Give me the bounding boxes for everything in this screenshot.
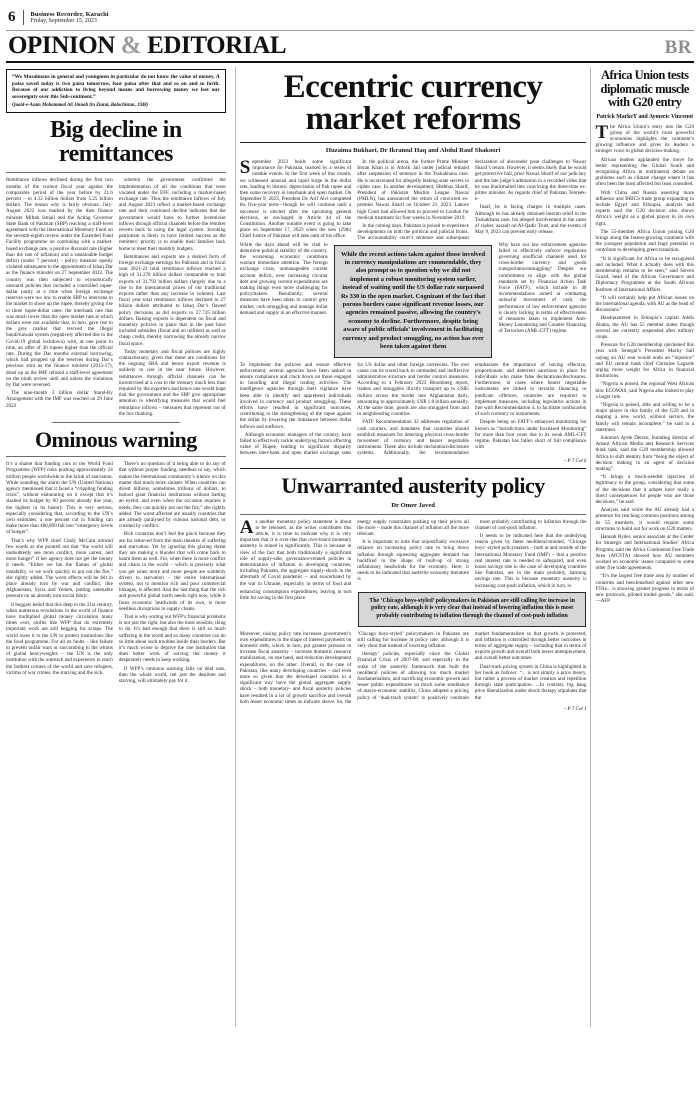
paragraph: Remittances and exports are a desired form of foreign exchange earnings for Pakistan and in fiscal year 2021-22 total remittance inflows reached a high of 31.278 billion dollars comparable to total exports of 31.792 billion dollars (largely due to a rise in the international prices of our traditional exports rather than any increase in volume). Last fiscal year total remittance inflows declined to 27 billion dollars attributed to Ishaq Dar’s flawed policy decisions as did exports to 27.735 billion dollars. Raising exports is dependent on fiscal and monetary policies in place that in the past have included subsidies (fiscal and on utilities) as well as cheap credit, thereby narrowing the already narrow fiscal space. [118, 253, 226, 347]
paragraph: The nine-month 3 billion dollar Stand-By Arrangement with the IMF was reached on 29 June 2023 [6, 390, 113, 409]
paragraph: While the days ahead will be vital to determine political stability of the country, the worsening economic conditions warrant immediate attention. The foreign exchange crisis, unmanageable current account deficit, ever increasing circular debt and growing current expenditures are making things even more challenging for policymakers. Resultantly, several measures have been taken to control grey market, curb smuggling and manage dollar demand and supply in an effective manner. [239, 241, 328, 316]
column-center [240, 67, 587, 1027]
headline-ominous: Ominous warning [34, 427, 197, 453]
byline-austerity: Dr Omer Javed [391, 501, 435, 509]
paragraph: It beggars belief that this deep in the 21st century, when numerous revolutions in the world of finance have multiplied global money circulation many times over, outfits like WFP that do extremely important work are still begging for scraps. The world owes it to the UN to protect institutions like the food programme. For all its faults – like failure to prevent unfair wars or succumbing to the whims of global heavyweights – the UN is the only institution with the outreach and experience to reach the farthest corners of the world and save refugees, victims of war crimes, the starving and the sick. [6, 601, 113, 676]
column-right [595, 67, 694, 1027]
section-title-ampersand: & [120, 32, 142, 59]
divider-under-headline-2 [6, 456, 226, 457]
paragraph: Despite being on FATF’s enhanced monitoring list known as “Jurisdictions under Increased Monitoring” for more than four years due to its weak AML-CFT regime, Pakistan has fallen short of full compliance with [474, 419, 587, 451]
paragraph: That’s why WFP chief Cindy McCain minced few words as she pointed out that “the world will undoubtedly see more conflict, more unrest, and more hunger” if her agency does not get the money it needs. “Either we fan the flames of global instability, or we work quickly to put out the fire,” she rightly added. The worst effects will be felt in place already torn by war and conflict, like Afghanistan, Syria and Yemen, putting untenable pressure on an already torn social fabric. [6, 537, 113, 600]
paragraph: There’s no question of it being able to do any of that without proper funding, needless to say, which makes the international community’s silence on this matter that much more sinister. When countries can divert billions, sometimes trillions of dollars, to bailout giant financial institutions without batting an eyelid, and even when the occasion requires it needs, they can quickly put out the fire,” she rightly added. The worst affected are usually countries that are already paralysed by ruinous national debt, or crushed by conflict. [118, 461, 226, 530]
publication-date: Friday, September 15, 2023 [30, 18, 97, 25]
article-austerity-bottom [240, 631, 587, 705]
paragraph: Moreover, raising policy rate increases government’s own expenditures in the shape of interest payments on domestic debt, which in turn, put greater pressure to increase fiscal austerity – increase domestic resource mobilization, on one hand, and reduction development expenditures, on the other. Overall, in the case of Pakistan, like many developing countries – and even more so given that the developed countries in a significant way have the global aggregate supply shock – both monetary- and fiscal austerity policies have resulted in a lot of growth sacrifice and overall both lesser economic times as indicate above. So, the ‘Chicago boys-styled’ policymakers in Pakistan are still calling for increase in policy rate, although it is very clear that instead of lowering inflation [239, 630, 469, 705]
paragraph: wherein the government confirmed the implementation of all the conditions that were violated under the EFF, including a market-based exchange rate. Thus the remittance inflows of July and August 2023 reflect a market-based exchange rate and their continued decline indicates that the government would have to further incentivise inflows through official channels before the remitter reverts back to using the legal system. Invoking patriotism is likely to have limited success as the remitters’ priority is to enable their families back home to meet their monthly budgets. [118, 177, 226, 252]
publication-name: Business Recorder, Karachi [30, 10, 109, 18]
section-title [8, 33, 286, 59]
byline-eccentric: Huzaima Bukhari, Dr Ikramul Haq and Abdul Rauf Shakoori [325, 147, 501, 154]
paragraph: Headquartered in Ethiopia’s capital Addis Ababa, the AU has 55 member states though several are currently suspended after military coups. [595, 315, 694, 340]
paragraph: Why have our law enforcement agencies failed to effectively enforce regulations governing unofficial channels used for cross-border currency and goods transportation/smuggling? Despite our commitment to align with the global standards set by Financial Action Task Force (FATF), which include in 40 recommendations aimed at combating unlawful movement of cash, the performance of law enforcement agencies is clearly lacking in terms of effectiveness of measures taken to implement Anti-Money Laundering and Counter Financing of Terrorism (AML-CFT) regime. [498, 241, 587, 335]
paragraph: In the coming days, Pakistan is poised to experience developments on both the political and judicial fronts. The accountability court’s sentence and subsequent declaration of absconder pose challenges to Nawaz Sharif’s return. However, it seems likely that he would get protective bail, prior Nawaz Sharif of our judiciary and the late judge’s admission in a recorded video that he was blackmailed into convicting the three-time ex-prime minister. As regards chief of Pakistan Tehreek-e- [357, 159, 587, 242]
paragraph: To implement the policies and ensure effective enforcement, several agencies have been tasked to ensure compliance and crack down on those engaged in hoarding and illegal trading activities. The intelligence agencies through their vigilance have been able to identify and apprehend individuals involved in currency and product smuggling. These efforts have resulted in significant outcomes, contributing to the strengthening of the rupee against the dollar by lowering the imbalance between dollar inflows and outflows. [239, 361, 352, 430]
pull-quote-austerity [358, 592, 587, 627]
paragraph: “It’s the largest free trade area by number of countries and benchmarked against other new FTAs... is showing greater progress in terms of new protocols, piloted traded goods,” she said.—AFP [595, 573, 694, 605]
paragraph: Today monetary and fiscal policies are highly contractionary, given that these are conditions for the ongoing SBA and hence export revenue is unlikely to rise in the near future. However, remittances through official channels can be incentivised at a cost to the treasury much less than required by the exporters and hence one would hope that the government and the SBP give appropriate attention to identifying measures that would fuel remittance inflows – measures that represent out of the box thinking. [118, 348, 226, 417]
paragraph: therapy’ policies, especially since the Global Financial Crisis of 2007-08, and especially in the wake of the austerity framework that built the neoliberal policies of allowing too much market fundamentalism, and sacrificing economic growth and lesser public expenditures on much some semblance of macro-economic stability, China adopted a pricing policy of ‘dual-track system’ to positively constrain market fundamentalism so that growth is protected, and inflation is controlled through better outcomes in terms of aggregate supply – including that in terms of exports growth and overall both lesser unemployment, and overall better outcomes. [357, 630, 587, 701]
paragraph: If WFP’s ominous warning falls on deaf ears, then the whole world, not just the destitute and starving, will ultimately pay for it. [118, 665, 226, 684]
paragraph: September 2023 holds some significant importance for Pakistan, marked by a series of notable events. In the first week of this month, we witnessed unusual and rapid surge in the dollar rate, leading to historic depreciation of Pak rupee and then some recovery in interbank and open market. On September 9, 2023, President Dr. Arif Alvi completed his five-year term—though he will continue until a successor is elected after the upcoming general elections, as envisaged in Article 44 of the Constitution. Another notable event is going to take place on September 17, 2023 when the new (29th) Chief Justice of Pakistan will take oath of his office. [239, 157, 352, 240]
pull-quote-text: While the recent actions taken against those involved in currency manipulations are commendable, they also prompt us to question why we did not implement a robust monitoring system earlier, instead of waiting until the US dollar rate surpassed Rs 330 in the open market. Cognizant of the fact that porous borders cause significant revenue losses, our agencies remained passive, allowing the country’s economy to decline. Furthermore, despite being aware of public officials’ involvement in facilitating currency and product smuggling, no action has ever been taken against them [340, 250, 486, 351]
paragraph: That is why sorting out WFP’s financial problems is not just the right, but also the most sensible, thing to do. It’s bad enough that there is still so much suffering in the world and so many countries can do so little about such troubles inside their borders. But it’s much worse to deprive the one institution that does better work of solving the money it desperately needs to keep working. [118, 613, 226, 664]
divider-short [52, 422, 179, 423]
br-logo: BR [664, 37, 692, 58]
paragraph: Dual-track pricing system in China is highlighted in her book as follows: “... is not simply a price theory, but rather a process of market creation and repetition through state participation. ...In contrast, big bang price liberalization under shock therapy stipulates that the [474, 663, 587, 701]
paragraph: Remittance inflows declined during the first two months of the current fiscal year against the comparable period of the year before by 21.6 percent – to 4.12 billion dollars from 5.25 billion dollars. The reason why is fairly obvious: July-August 2022 was marked by the then finance minister Miftah Ismail and the Acting Governor State Bank of Pakistan (SBP) reaching a staff-level agreement with the International Monetary Fund on the seventh-eighth review under the Extended Fund Facility programme on continuing with a market-based exchange rate, a positive discount rate (higher than the rate of inflation) and a sustainable budget deficit (under 7 percent) – policy measure openly violated subsequent to the appointment of Ishaq Dar as the finance minister on 27 September 2022. The country was then subjected to economically unsound policies that included a controlled rupee-dollar parity at a time when foreign exchange reserves were too low to enable SBP to intervene in the market to shore up the rupee, thereby giving rise to three rupee-dollar rates: the interbank rate that was much lower than the open market rate at which dollars were not available that, in turn, gave rise to the grey market that revived the illegal hundi/hawala system (negatively affected due to the Covid-19 global lockdown) with, at one point in time, an offer of 30 rupees higher than the official rate. During the Dar months external borrowing, which had propped up the reserves during Dar’s previous stint as the finance minister (2013-17), dried up as the IMF refused a staff-level agreement on the ninth review until and unless the violations by Dar were reversed. [6, 177, 113, 389]
headline-remittances: Big decline in remittances [50, 117, 182, 168]
paragraph: “It brings a much-needed injection of legitimacy to the group, considering that some of the decisions that it adopts have really a direct consequences for people who are those decisions,” he said. [595, 474, 694, 506]
paragraph: As another monetary policy statement is about to be released, as the writer contributes this article, it is time to indicate why it is very important that it is over-due that over-board monetary austerity is reined in significantly. This is because in view of the fact that both traditionally a significant role of supply-side, governance-related policies in determination of inflation in developing countries, including Pakistan, the aggregate supply-shock in the aftermath of Covid pandemic – and exacerbated by the war in Ukraine, especially in terms of food and energy supply constraints pushing up their prices all the more – made this channel of inflation all the more relevant. [239, 516, 469, 587]
article-eccentric-top [240, 147, 587, 242]
headline-eccentric: Eccentric currency market reforms [283, 69, 543, 137]
byline-africa: Patrick MarkeY and Aymeric Vincenot [596, 113, 694, 120]
divider-heavy [6, 61, 694, 63]
paragraph: In the political arena, the former Prime Minister Imran Khan is in Attock Jail under judicial remand after suspension of sentence in the Toshakhana case. He is incarcerated for allegedly leaking state secrets in cipher case. In another development, Shehbaz Sharif, President of Pakistan Muslim League Nawaz (PMLN), has announced the return of convicted ex-premier Nawaz Sharif on October 21, 2023. Lahore high Court had allowed him to proceed to London for medical treatment for four weeks in November 2019. [357, 159, 469, 221]
paragraph: “It will certainly help put African issues on the international agenda, with AU as the head of discussions.” [595, 294, 694, 314]
paragraph: Pressure for G20 membership quickened this year with Senegal’s President Macky Sall saying an AU seat would undo an “injustice” and EU central bank chief Christine Lagarde urging more weight for Africa in financial institutions. [595, 342, 694, 380]
divider-under-headline [6, 172, 226, 173]
headline-africa: Africa Union tests diplomatic muscle with G20 entry [600, 68, 689, 109]
paragraph: Rich countries don’t feel the pinch because they are far removed from the main theatres of suffering and starvation. Yet by ignoring this glaring threat they are making a blunder that will come back to haunt them as well. For, when there is more conflict and chaos in the world – which is precisely what you get when more and more people are suddenly driven to starvation – the entire international system, not to mention rich and poor commercial linkages, is affected. And the last thing that the rich and powerful global north needs right now, while it faces economic headwinds of its own, is more needless disruptions in supply chains. [118, 531, 226, 612]
paragraph: It’s a shame that funding cuts to the World Food Programme (WFP) risks pushing approximately 24 million people worldwide to the brink of starvation. While sounding the alarm the UN (United Nations) agency mentioned that it faced a “crippling funding crisis”, without elaborating on it except that it’s slashed its budget by 60 percent already this year, the highest in its history. This is very serious, especially considering that, according to the UN’s own estimates, a one percent cut in funding can make more than 400,000 fall into “emergency levels of hunger”. [6, 461, 113, 536]
article-remittances-body [6, 177, 226, 417]
paragraph: enhancing consumption expenditures, leaving in turn little for saving in the first place. [239, 588, 352, 601]
masthead [6, 6, 694, 28]
paragraph: Analysts said while the AU already had a presence for reaching common positions among its 55 members, it would require some structures to build out for work on G20 matters. [595, 507, 694, 532]
section-bar [6, 31, 694, 60]
section-title-part1: OPINION [8, 32, 115, 59]
pull-quote-text: The ‘Chicago boys-styled’ policymakers in Pakistan are still calling for increase in policy rate, although it is very clear that instead of lowering inflation this is most probably contributing to inflation through the channel of cost-push inflation [369, 597, 575, 619]
continued-eccentric: – P 7 Col 6 [563, 458, 587, 464]
paragraph: Insaf, he is facing charges in multiple cases. Although he has already obtained interim relief in the Toshakhana case, his alleged involvement in the cases of cipher, assault on Al-Qadir Trust, and the events of May 9, 2023 can prevent early release. [474, 204, 587, 236]
paragraph: most probably contributing to inflation through the channel of cost-push inflation. [474, 518, 587, 531]
divider-eccentric [240, 142, 587, 143]
pullquote-wrap-2 [358, 589, 587, 631]
paragraph: FATF Recommendation 32 addresses regulation of cash couriers, and mandates that countries should establish measures for detecting physical cross-border movement of currency and bearer negotiable instruments. These also include declaration/disclosure systems. Additionally, the recommendation emphasizes the importance of having effective, proportionate, and deterrent sanctions in place for individuals who make false declarations/disclosures. Furthermore, in cases where bearer negotiable instruments are linked to terrorist financing or predicate offences, countries are required to implement measures, including legislative actions in line with Recommendation 4, to facilitate confiscation of such currency or instruments. [357, 361, 587, 457]
pull-quote-eccentric [334, 245, 493, 358]
article-eccentric-right-strip [498, 242, 586, 362]
quote-text: “We Musalmans in general and youngmen in particular do not know the value of money. A paisa saved today is two paisa tomorrow, four paisa after that and so on and so forth. Because of our addiction to living beyond means and borrowing money we lost our sovereignty over this Sub-continent.” [12, 74, 220, 100]
page-number: 6 [8, 10, 24, 25]
paragraph: “It is significant for Africa to be recognised and included. What it actually does with this membership remains to be seen,” said Steven Gruzd, head of the African Governance and Diplomacy Programme at the South African Institute of International Affairs. [595, 255, 694, 293]
divider-austerity-top [240, 468, 587, 469]
column-left [6, 67, 231, 1027]
headline-austerity: Unwarranted austerity policy [281, 472, 545, 498]
continued-austerity: – P 7 Col 1 [563, 707, 587, 713]
paragraph: It is important to note that unjustifiably excessive reliance on increasing policy rate to bring down inflation through squeezing aggregate demand has backfired in the shape of built-up of strong inflationary headwinds for the economy. Here, it needs to be indicated that austerity economy literature is [357, 539, 469, 583]
paragraph: “Nigeria is poised, the regional West African bloc ECOWAS, said Nigeria also looked to play a larger role. [595, 381, 694, 400]
divider-under-austerity [240, 514, 587, 515]
pullquote-wrap-1 [334, 242, 493, 362]
quote-attribution: Quaid-e-Azam Mohammad Ali Jinnah (in Ziarat, Balochistan, 1948) [12, 103, 149, 109]
paragraph: The 55-member Africa Union joining G20 brings along the fastest-growing continent with the youngest population and huge potential to contribute to developing green transition. [595, 228, 694, 254]
paragraph: African leaders applauded the move for better representing the Global South and recognising Africa in multilateral debate on problems such as climate change where it has often been the most affected but least consulted. [595, 156, 694, 188]
article-austerity-top [239, 516, 587, 589]
section-title-part2: EDITORIAL [147, 32, 287, 59]
masthead-text [31, 11, 109, 25]
article-ominous-body [6, 461, 226, 684]
paragraph: Solomon Ayele Dersso, founding director of Amani African Media and Research Services think tank, said the G20 membership allowed Africa to shift identity from “being the object of decision making to an agent of decision making”. [595, 435, 694, 473]
paragraph: With China and Russia asserting more influence and BRICS trade group expanding to include Egypt and Ethiopia, analysts and experts said the G20 decision also shows Africa’s weight as a global player in its own right. [595, 189, 694, 227]
article-eccentric-bottom [240, 362, 587, 457]
article-eccentric-left-strip [240, 242, 328, 362]
content-grid [6, 67, 694, 1027]
paragraph: Although economic managers of the country, have failed to effectively tackle underlying factors affecting value of Rupee, leading to significant disparity between inter-bank and open market exchange rates for US dollar and other foreign currencies. The root cause can be traced back to outmoded and ineffective administrative structure and border control measures. According to a February 2023 Bloomberg report, traders and smugglers illicitly transport up to US$5 million across the border into Afghanistan daily, amounting to approximately US$ 1.8 billion annually. At the same time, goods are also smuggled from and to neighbouring countries. [239, 361, 469, 457]
article-austerity-left-strip [240, 589, 352, 631]
quote-box [6, 69, 226, 113]
paragraph: The Africa Union’s entry into the G20 group of the world’s most powerful economies highlights the continent’s growing influence and gives its leaders a stronger voice in global decision-making. [595, 121, 694, 155]
paragraph: It needs to be indicated here that the underlying reason given by these neoliberal-minded, ‘Chicago boys’-styled policymakers – both at and outside of the International Monetary Fund (IMF) – that a positive real interest rate is needed to safeguard, and even boost savings rate in the case of developing countries like Pakistan, are in the main probably, harming savings rate. This is because monetary austerity is increasing cost-push inflation, which in turn, is [474, 532, 587, 589]
paragraph: “Nigeria is poised, able and willing to be a major player in this family of the G20 and in shaping a new world, without sectors, the family will remain incomplete,” he said in a statement. [595, 402, 694, 433]
column-divider-2 [590, 67, 591, 1027]
article-africa-body [595, 121, 694, 605]
paragraph: Hannah Ryder, senior associate at the Center for Strategic and International Studies’ Africa Program, said the Africa Continental Free Trade Area (AfCFTA) showed how AU members worked on economic issues compared to some other five trade agreements. [595, 534, 694, 572]
column-divider-1 [235, 67, 236, 1027]
